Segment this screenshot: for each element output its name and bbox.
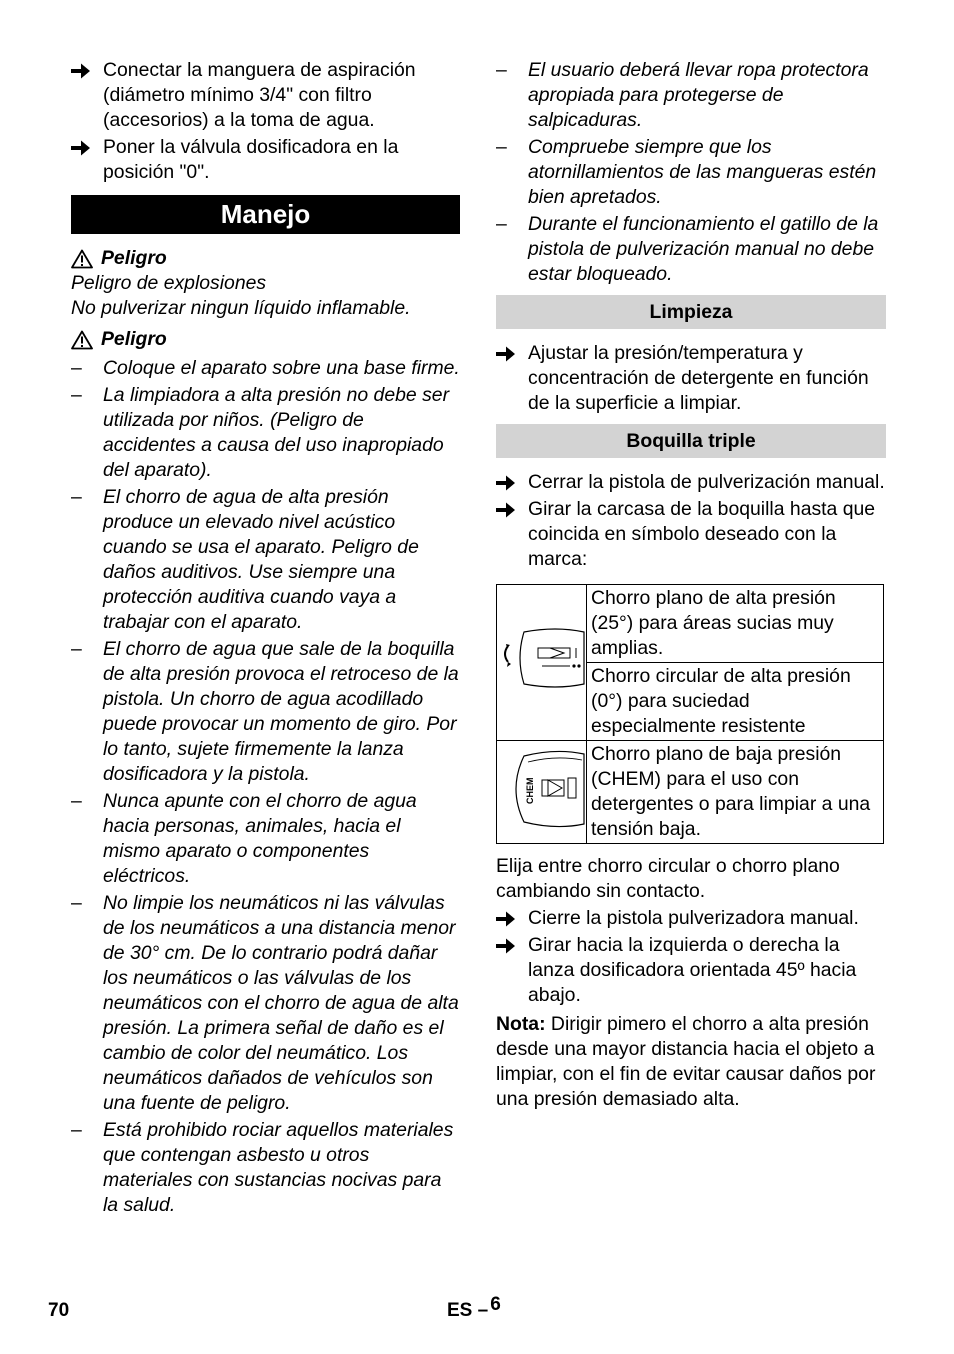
arrow-right-icon [496,497,520,522]
instruction-text: Girar la carcasa de la boquilla hasta que coincida en símbolo deseado con la marca: [528,498,876,570]
note-text: Dirigir pimero el chorro a alta presión desde una mayor distancia hacia el objeto a limpiar, con el fin de evitar causar daños por una presión demasiado alta. [496,1013,876,1110]
warning-triangle-icon [71,249,93,269]
safety-item [71,383,460,483]
instruction-text: Poner la válvula dosificadora en la posición "0". [103,136,399,183]
instruction-text: Girar hacia la izquierda o derecha la lanza dosificadora orientada 45º hacia abajo. [528,934,857,1006]
nozzle-high-pressure-illustration [497,585,587,741]
dash-marker: – [71,486,82,508]
body-paragraph: Elija entre chorro circular o chorro plano cambiando sin contacto. [496,855,840,902]
instruction-text: Ajustar la presión/temperatura y concentración de detergente en función de la superficie a limpiar. [528,342,869,414]
dash-marker: – [71,384,82,406]
safety-item [71,789,460,889]
safety-item [496,212,886,287]
dash-marker: – [496,213,507,235]
footer-lang: ES [447,1300,473,1321]
safety-text: El chorro de agua que sale de la boquilla de alta presión provoca el retroceso de la pistola. Un chorro de agua acodillado puede provocar un momento de giro. Por lo tanto, sujete firmemente la lanza dosificadora y la pistola. [103,638,459,785]
dash-marker: – [71,1119,82,1141]
dash-marker: – [71,357,82,379]
danger-text: Peligro de explosiones [71,272,267,294]
left-column [71,58,460,1220]
right-column [496,58,886,1114]
nozzle-option-text: Chorro circular de alta presión (0°) para suciedad especialmente resistente [587,663,884,741]
safety-text: No limpie los neumáticos ni las válvulas de los neumáticos a una distancia menor de 30° cm. De lo contrario podrá dañar los neumáticos o las válvulas de los neumáticos con el chorro de agua de alta presión. La primera señal de daño es el cambio de color del neumático. Los neumáticos dañados de vehículos son una fuente de peligro. [103,892,459,1114]
instruction-item [71,58,460,133]
safety-text: Coloque el aparato sobre una base firme. [103,357,460,379]
safety-text: Nunca apunte con el chorro de agua hacia personas, animales, hacia el mismo aparato o componentes eléctricos. [103,790,417,887]
danger-label-text: Peligro [101,247,167,269]
dash-marker: – [71,790,82,812]
safety-item [71,637,460,787]
safety-item [71,1118,460,1218]
warning-triangle-icon [71,330,93,350]
instruction-item [496,470,886,495]
nozzle-rotate-icon [498,624,586,694]
nozzle-chem-icon [498,744,586,834]
note-label: Nota: [496,1013,546,1035]
instruction-text: Cierre la pistola pulverizadora manual. [528,907,859,929]
footer-sep: – [477,1300,489,1321]
instruction-item [496,497,886,572]
section-heading-manejo: Manejo [71,195,460,234]
section-heading-boquilla: Boquilla triple [496,424,886,458]
instruction-item [496,933,886,1008]
safety-text: Durante el funcionamiento el gatillo de la pistola de pulverización manual no debe estar bloqueado. [528,213,879,285]
arrow-right-icon [71,58,95,83]
footer-section-page: 6 [490,1294,501,1315]
note-paragraph [496,1012,886,1112]
dash-marker: – [496,59,507,81]
dash-marker: – [71,638,82,660]
section-heading-limpieza: Limpieza [496,295,886,329]
danger-text: No pulverizar ningun líquido inflamable. [71,297,411,319]
instruction-item [496,341,886,416]
danger-label [71,327,460,352]
safety-text: La limpiadora a alta presión no debe ser utilizada por niños. (Peligro de accidentes a causa del uso inapropiado del aparato). [103,384,450,481]
dash-marker: – [71,892,82,914]
safety-text: Compruebe siempre que los atornillamientos de las mangueras estén bien apretados. [528,136,877,208]
arrow-right-icon [496,933,520,958]
safety-item [71,356,460,381]
safety-item [496,58,886,133]
safety-text: Está prohibido rociar aquellos materiales que contengan asbesto u otros materiales con sustancias nocivas para la salud. [103,1119,454,1216]
arrow-right-icon [496,470,520,495]
instruction-item [71,135,460,185]
footer-language-page [447,1294,501,1323]
arrow-right-icon [496,906,520,931]
nozzle-settings-table [496,584,884,844]
safety-item [71,485,460,635]
safety-item [71,891,460,1116]
danger-label [71,246,460,271]
safety-item [496,135,886,210]
page-number: 70 [48,1300,70,1321]
safety-text: El usuario deberá llevar ropa protectora apropiada para protegerse de salpicaduras. [528,59,869,131]
arrow-right-icon [496,341,520,366]
chem-label: CHEM [524,777,535,804]
instruction-text: Cerrar la pistola de pulverización manual. [528,471,885,493]
nozzle-chem-illustration [497,741,587,844]
nozzle-option-text: Chorro plano de baja presión (CHEM) para el uso con detergentes o para limpiar a una tensión baja. [587,741,884,844]
instruction-text: Conectar la manguera de aspiración (diámetro mínimo 3/4" con filtro (accesorios) a la toma de agua. [103,59,416,131]
nozzle-option-text: Chorro plano de alta presión (25°) para áreas sucias muy amplias. [587,585,884,663]
arrow-right-icon [71,135,95,160]
safety-text: El chorro de agua de alta presión produce un elevado nivel acústico cuando se usa el aparato. Peligro de daños auditivos. Use siempre una protección auditiva cuando vaya a trabajar con el aparato. [103,486,419,633]
instruction-item [496,906,886,931]
danger-label-text: Peligro [101,328,167,350]
dash-marker: – [496,136,507,158]
